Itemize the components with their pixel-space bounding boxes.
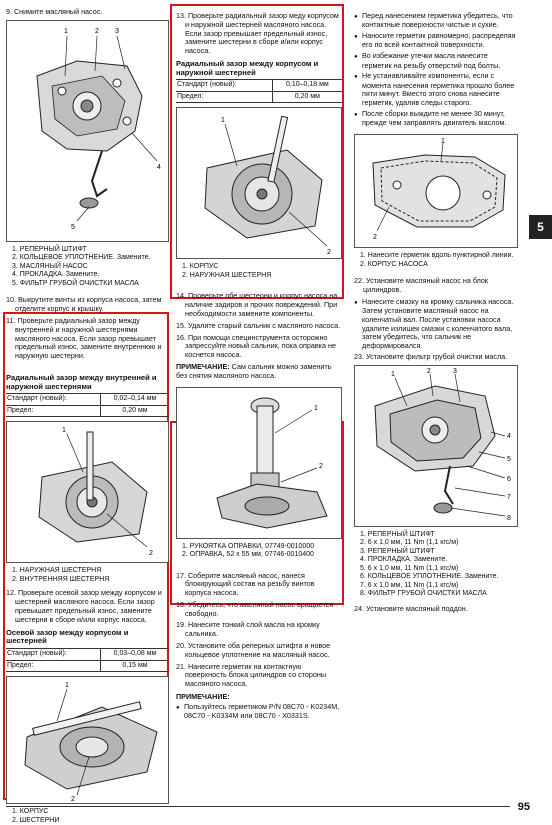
spec-axial-clearance-title: Осевой зазор между корпусом и шестерней bbox=[6, 627, 129, 646]
figure-oil-pump-removal bbox=[6, 20, 169, 242]
svg-text:1: 1 bbox=[314, 404, 318, 412]
note-2-label: ПРИМЕЧАНИЕ: bbox=[176, 691, 230, 701]
svg-text:2: 2 bbox=[149, 550, 153, 558]
svg-text:6: 6 bbox=[507, 475, 511, 483]
callout-1: 1 bbox=[64, 27, 68, 35]
spec-inner-outer-gear-clearance-title: Радиальный зазор между внутренней и наружной шестернями bbox=[6, 372, 157, 391]
svg-text:2: 2 bbox=[327, 249, 331, 257]
svg-text:1: 1 bbox=[65, 682, 69, 690]
step-20: 20. Установите оба реперных штифта и новое кольцевое уплотнение на масляный насос. bbox=[176, 641, 331, 659]
figure-1-caption: 1. РЕПЕРНЫЙ ШТИФТ 2. КОЛЬЦЕВОЕ УПЛОТНЕНИЕ. Замените. 3. МАСЛЯНЫЙ НАСОС 4. ПРОКЛАДКА. Замените. 5. ФИЛЬТР ГРУБОЙ ОЧИСТКИ МАСЛА bbox=[12, 245, 151, 287]
step-9: 9. Снимите масляный насос. bbox=[6, 7, 103, 16]
column-middle bbox=[176, 12, 342, 723]
svg-text:1: 1 bbox=[391, 370, 395, 378]
svg-text:5: 5 bbox=[507, 455, 511, 463]
figure-4-caption: 1. КОРПУС 2. НАРУЖНАЯ ШЕСТЕРНЯ bbox=[182, 263, 272, 279]
figure-inner-outer-gear-check bbox=[6, 421, 169, 563]
step-13: 13. Проверьте радиальный зазор меду корпусом и наружной шестерней масляного насоса. Если зазор превышает предельный износ, замените шестерни в сборе и/или корпус насоса. bbox=[176, 11, 339, 56]
step-24: 24. Установите масляный поддон. bbox=[354, 603, 468, 613]
section-tab: 5 bbox=[529, 215, 552, 239]
figure-sealant-application bbox=[354, 134, 518, 248]
spec-table-housing-outer-gear: Стандарт (новый): 0,10–0,18 мм Предел: 0,20 мм bbox=[176, 79, 342, 103]
svg-text:3: 3 bbox=[453, 367, 457, 375]
callout-3: 3 bbox=[115, 27, 119, 35]
sealant-bullet-4: ● Не устанавливайте компоненты, если с момента нанесения герметика прошло более пяти минут. Вместо этого снова нанесите герметик, удалив следы старого. bbox=[354, 72, 518, 108]
step-14: 14. Проверьте обе шестерни и корпус насоса на наличие задиров и прочих повреждений. При необходимости замените компоненты. bbox=[176, 291, 338, 319]
step-17: 17. Соберите масляный насос, нанеся блокирующий состав на резьбу винтов корпуса насоса. bbox=[176, 570, 315, 598]
figure-housing-outer-gear-check bbox=[176, 107, 342, 259]
step-16: 16. При помощи специнструмента осторожно запрессуйте новый сальник, пока оправка не коснется насоса. bbox=[176, 332, 336, 360]
spec-housing-outer-gear-title: Радиальный зазор между корпусом и наружной шестерней bbox=[176, 58, 319, 77]
step-22-bullet: ● Нанесите смазку на кромку сальника насоса. Затем установите масляный насос на коленчатый вал. После установки насоса удалите излишек смазки с коленчатого вала, затем убедитесь, что сальник не деформировался. bbox=[354, 298, 518, 351]
figure-3-caption: 1. КОРПУС 2. ШЕСТЕРНИ bbox=[12, 808, 60, 824]
callout-2: 2 bbox=[95, 27, 99, 35]
step-19: 19. Нанесите тонкий слой масла на кромку сальника. bbox=[176, 620, 320, 639]
svg-text:2: 2 bbox=[71, 796, 75, 804]
column-right bbox=[354, 12, 518, 617]
step-11: 11. Проверьте радиальный зазор между внутренней и наружной шестернями масляного насоса. Если зазор превышает предельный износ, замените внутреннюю и наружную шестерни. bbox=[6, 316, 162, 361]
svg-text:8: 8 bbox=[507, 514, 511, 522]
svg-text:2: 2 bbox=[373, 234, 377, 242]
step-10: 10. Выкрутите винты из корпуса насоса, затем отделите корпус и крышку. bbox=[6, 295, 162, 314]
svg-text:2: 2 bbox=[319, 462, 323, 470]
step-22: 22. Установите масляный насос на блок цилиндров. bbox=[354, 276, 489, 294]
figure-seal-installation bbox=[176, 387, 342, 539]
spec-table-axial-clearance: Стандарт (новый): 0,03–0,08 мм Предел: 0,15 мм bbox=[6, 648, 169, 672]
step-15: 15. Удалите старый сальник с масляного насоса. bbox=[176, 320, 341, 330]
figure-2-caption: 1. НАРУЖНАЯ ШЕСТЕРНЯ 2. ВНУТРЕННЯЯ ШЕСТЕРНЯ bbox=[12, 567, 110, 583]
column-left bbox=[6, 8, 169, 825]
spec-table-inner-outer-gear: Стандарт (новый): 0,02–0,14 мм Предел: 0,20 мм bbox=[6, 393, 169, 417]
figure-7-caption: 1. РЕПЕРНЫЙ ШТИФТ 2. 6 x 1,0 мм, 11 Nm (1,1 кгс/м) 3. РЕПЕРНЫЙ ШТИФТ 4. ПРОКЛАДКА. Замените. 5. 6 x 1,0 мм, 11 Nm (1,1 кгс/м) 6. КОЛЬЦЕВОЕ УПЛОТНЕНИЕ. Замените. 7. 6 x 1,0 мм, 11 Nm (1,1 кгс/м) 8. ФИЛЬТР ГРУБОЙ ОЧИСТКИ МАСЛА bbox=[360, 530, 499, 598]
figure-strainer-installation bbox=[354, 365, 518, 527]
svg-text:1: 1 bbox=[62, 427, 66, 435]
step-21: 21. Нанесите герметик на контактную поверхность блока цилиндров со стороны масляного насоса. bbox=[176, 661, 327, 689]
sealant-bullet-1: ● Перед нанесением герметика убедитесь, что контактные поверхности чистые и сухие. bbox=[354, 12, 518, 30]
svg-text:1: 1 bbox=[221, 117, 225, 125]
footer-rule bbox=[6, 806, 510, 807]
figure-6-caption: 1. Нанесите герметик вдоль пунктирной линии. 2. КОРПУС НАСОСА bbox=[360, 252, 514, 268]
sealant-bullet-2: ● Наносите герметик равномерно, распределяя его по всей контактной поверхности. bbox=[354, 32, 518, 50]
figure-axial-clearance-check bbox=[6, 676, 169, 804]
engine-pump-illustration bbox=[7, 21, 168, 241]
step-23: 23. Установите фильтр грубой очистки масла. bbox=[354, 351, 508, 361]
callout-4: 4 bbox=[157, 163, 161, 171]
step-12: 12. Проверьте осевой зазор между корпусом и шестерней масляного насоса. Если зазор превышает предельный износ, замените шестерни в сборе и/или корпус насоса. bbox=[6, 588, 162, 624]
svg-text:4: 4 bbox=[507, 432, 511, 440]
figure-5-caption: 1. РУКОЯТКА ОПРАВКИ, 07749-0010000 2. ОПРАВКА, 52 x 55 мм, 07746-0010400 bbox=[182, 542, 315, 559]
svg-text:7: 7 bbox=[507, 493, 511, 501]
note-2-bullet: ● Пользуйтесь герметиком P/N 08C70 - K0234M, 08C70 - K0334M или 08C70 - X0331S. bbox=[176, 703, 342, 721]
sealant-bullet-3: ● Во избежание утечки масла нанесите герметик на резьбу отверстий под болты. bbox=[354, 52, 518, 70]
note-1: ПРИМЕЧАНИЕ: Сам сальник можно заменить без снятия масляного насоса. bbox=[176, 361, 332, 380]
svg-text:1: 1 bbox=[441, 138, 445, 146]
callout-5: 5 bbox=[71, 223, 75, 231]
step-18: 18. Убедитесь, что масляный насос вращается свободно. bbox=[176, 599, 334, 618]
sealant-bullet-5: ● После сборки выждите не менее 30 минут, прежде чем заправлять двигатель маслом. bbox=[354, 110, 518, 128]
page-number: 95 bbox=[517, 800, 530, 813]
svg-text:2: 2 bbox=[427, 367, 431, 375]
